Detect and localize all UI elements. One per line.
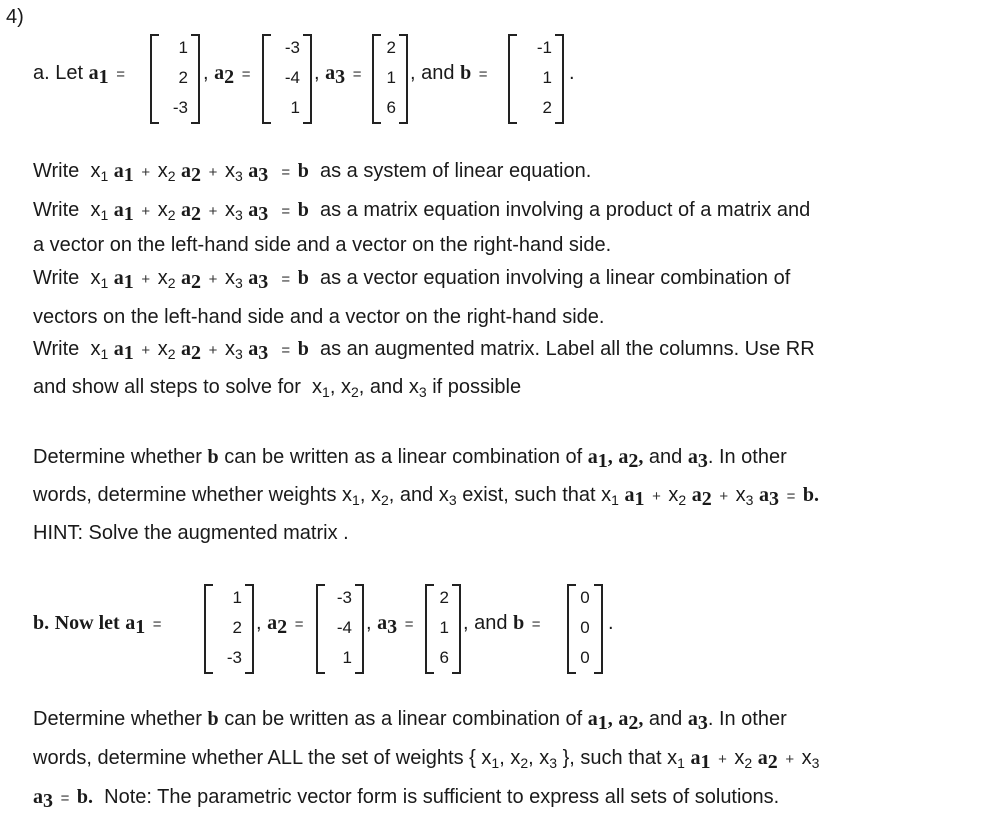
instruction-matrix-eq-cont: a vector on the left-hand side and a vector on the right-hand side. <box>33 234 612 256</box>
instruction-augmented: Write $x_1$ $a1 + x_2$ $a2 + x_3$ a3 = b as an augmented matrix. Label all the columns. Use RR <box>33 338 815 364</box>
vector-b-a2: -3 -4 1 <box>316 584 364 674</box>
determine-a-line2: words, determine whether weights $x_1$, $x_2$, and $x_3$ exist, such that $x_1$ $a1 + x_2$ $a2 + x_3$ a3 = b. <box>33 484 820 510</box>
vector-b: -1 1 2 <box>508 34 564 124</box>
instruction-matrix-eq: Write $x_1$ $a1 + x_2$ $a2 + x_3$ a3 = b as a matrix equation involving a product of a matrix and <box>33 199 811 225</box>
vector-a2: -3 -4 1 <box>262 34 312 124</box>
determine-b-line2: words, determine whether ALL the set of weights { $x_1$, $x_2$, $x_3$ }, such that $x_1$ $a1 + x_2$ $a2 + x_3$ <box>33 747 820 773</box>
hint: HINT: Solve the augmented matrix . <box>33 522 349 544</box>
vector-b-a1: 1 2 -3 <box>204 584 254 674</box>
vector-a3: 2 1 6 <box>372 34 408 124</box>
instruction-augmented-cont: and show all steps to solve for $x_1$, $x_2$, and $x_3$ if possible <box>33 376 522 400</box>
determine-a-line1: Determine whether b can be written as a linear combination of a1, a2, and a3. In other <box>33 446 787 472</box>
part-b-intro: b. Now let a1 = <box>33 612 162 638</box>
instruction-vector-eq: Write $x_1$ $a1 + x_2$ $a2 + x_3$ a3 = b as a vector equation involving a linear combination of <box>33 267 791 293</box>
part-a-label: a. <box>33 62 50 84</box>
instruction-system: Write $x_1$ $a1 + x_2$ $a2 + x_3$ a3 = b as a system of linear equation. <box>33 160 592 186</box>
instruction-vector-eq-cont: vectors on the left-hand side and a vector on the right-hand side. <box>33 306 605 328</box>
problem-number: 4) <box>6 6 24 28</box>
determine-b-line3: a3 = b. Note: The parametric vector form is sufficient to express all sets of solutions. <box>33 786 780 812</box>
vector-b-zero: 0 0 0 <box>567 584 603 674</box>
determine-b-line1: Determine whether b can be written as a linear combination of a1, a2, and a3. In other <box>33 708 787 734</box>
vector-b-a3: 2 1 6 <box>425 584 461 674</box>
part-a-intro: a. Let a1 = <box>33 62 125 88</box>
let-word: Let <box>55 62 84 84</box>
vector-a1: 1 2 -3 <box>150 34 200 124</box>
